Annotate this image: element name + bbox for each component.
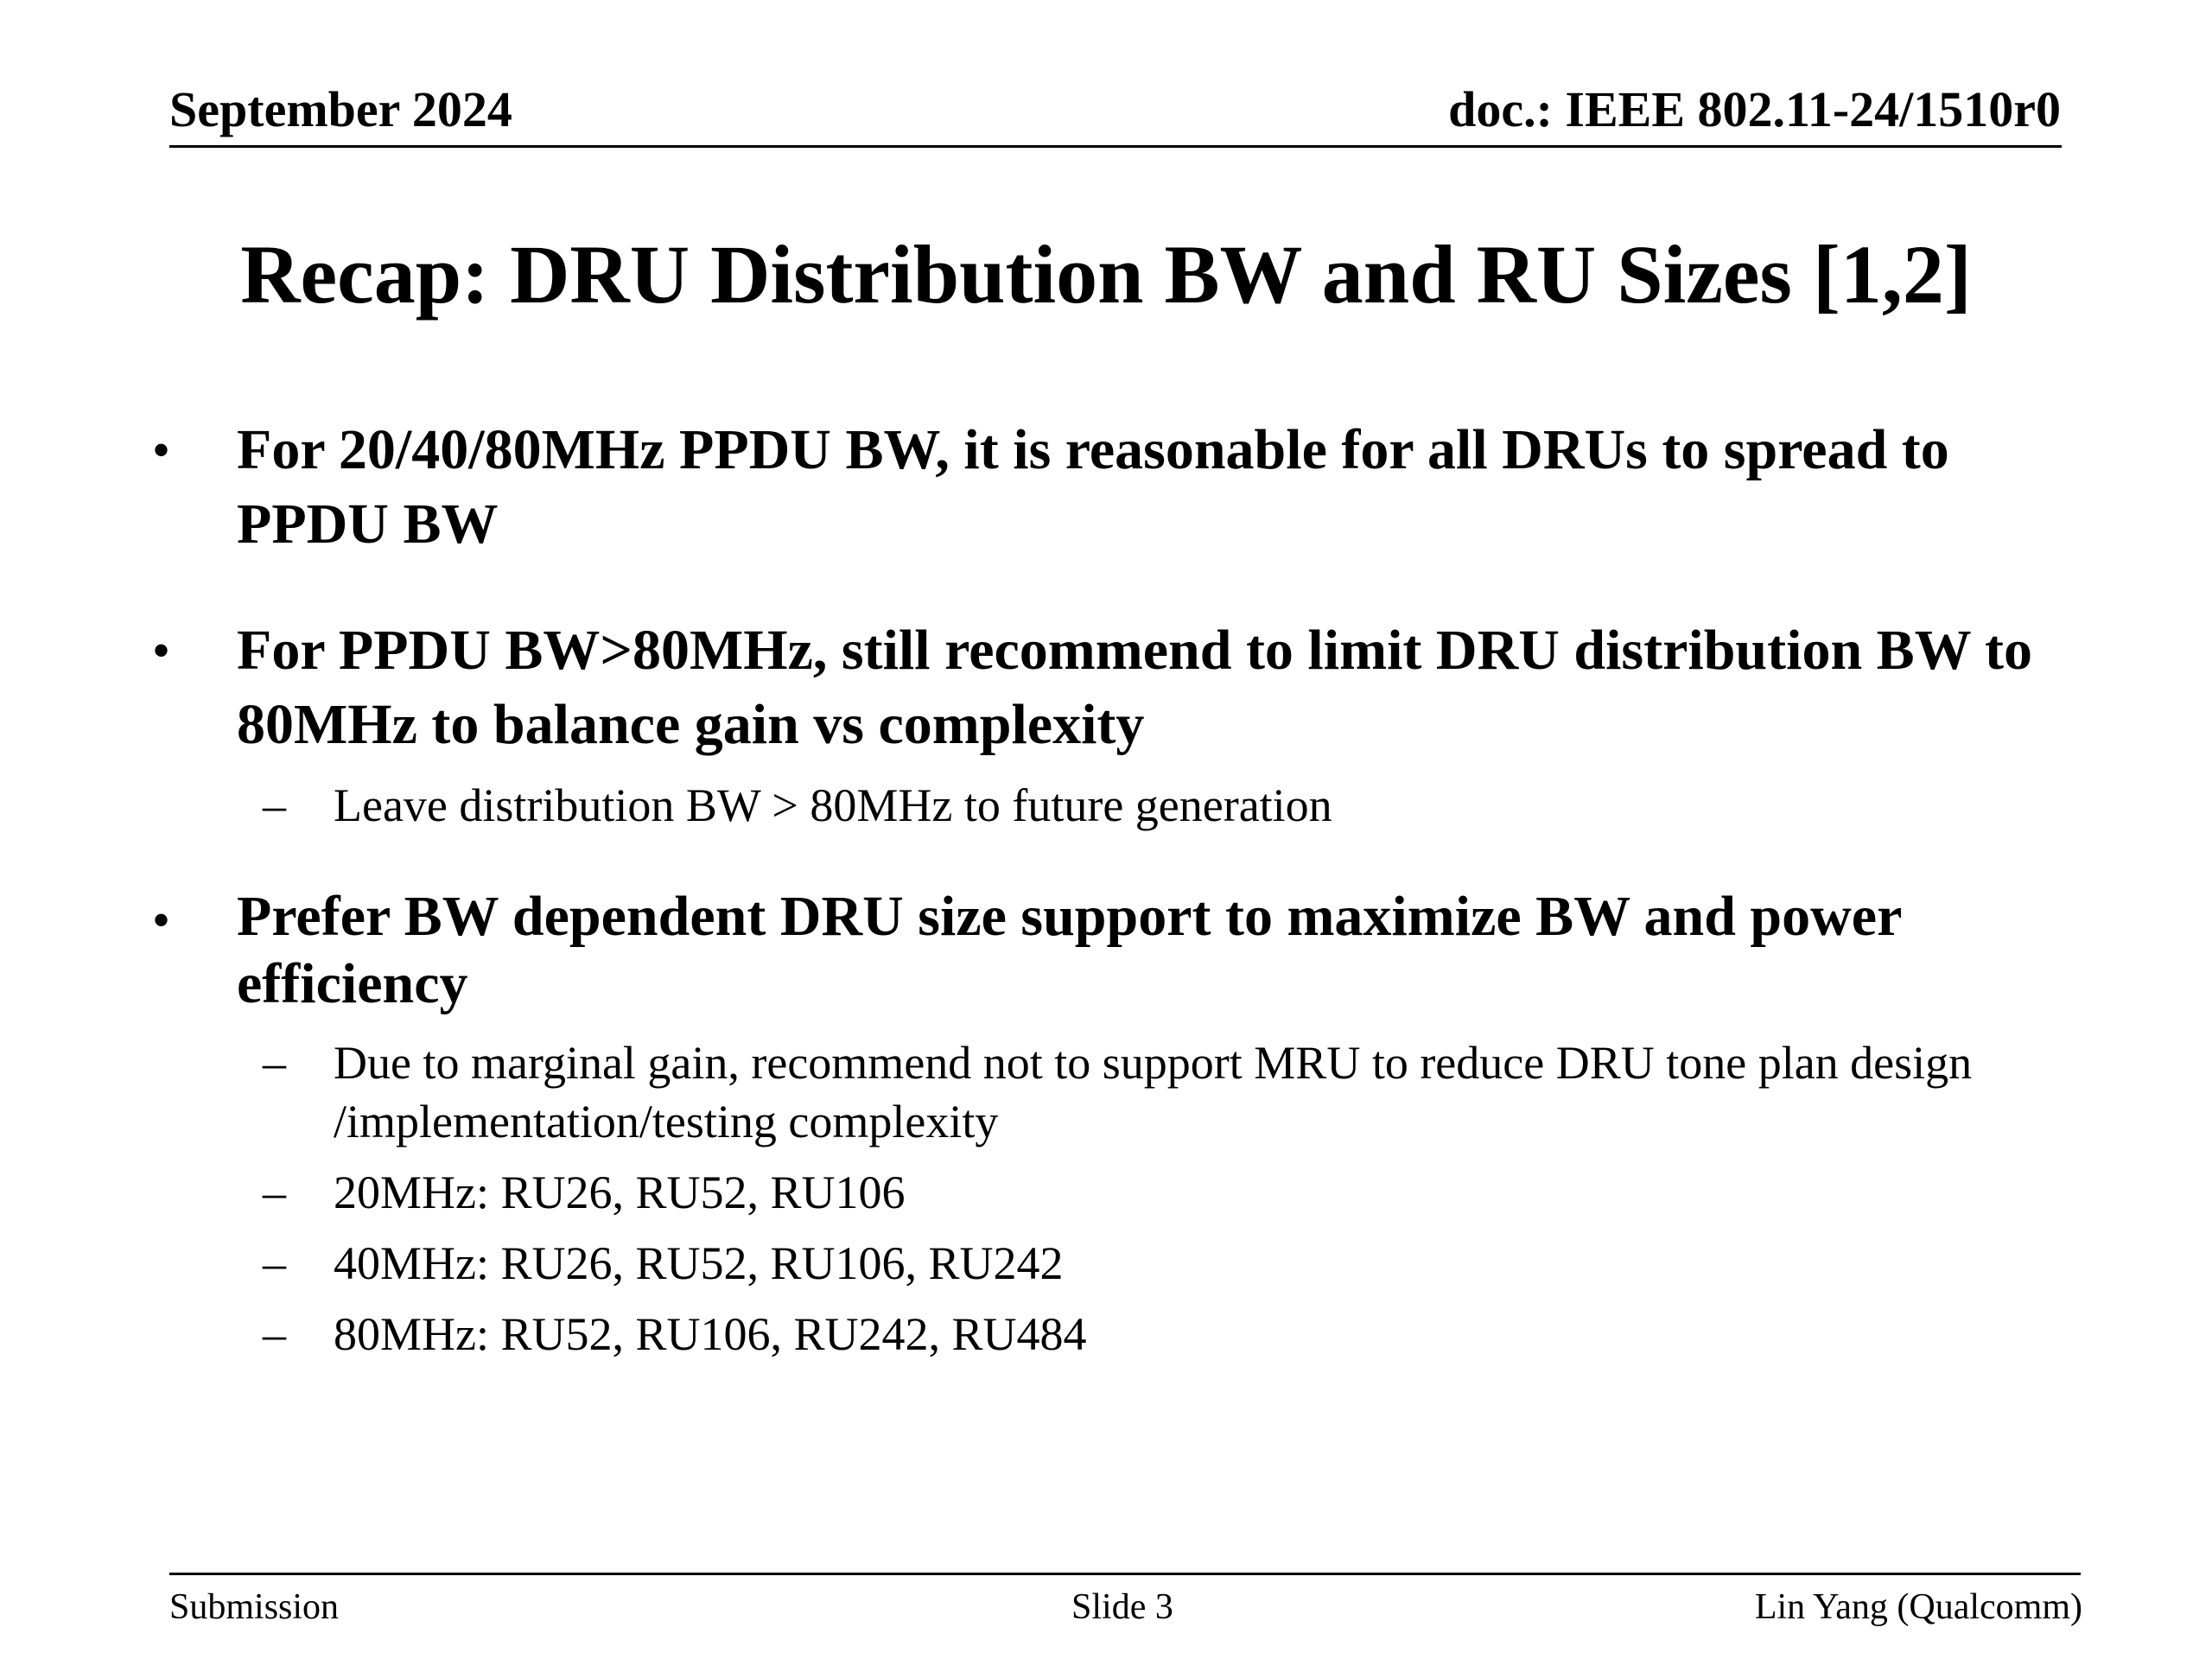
bullet-2-sub-1-text: Leave distribution BW > 80MHz to future generation <box>334 779 1332 831</box>
header-divider <box>169 145 2062 148</box>
sub-bullet-marker: – <box>263 779 286 831</box>
bullet-marker: • <box>152 892 171 949</box>
header-doc-id: doc.: IEEE 802.11-24/1510r0 <box>1448 81 2061 137</box>
bullet-1-text: For 20/40/80MHz PPDU BW, it is reasonable for all DRUs to spread to PPDU BW <box>237 418 1949 556</box>
footer-author: Lin Yang (Qualcomm) <box>1754 1587 2082 1627</box>
sub-bullet-marker: – <box>263 1037 286 1089</box>
sub-bullet-marker: – <box>263 1166 286 1218</box>
slide-title: Recap: DRU Distribution BW and RU Sizes [1,2] <box>240 228 1972 321</box>
footer-divider <box>169 1573 2081 1575</box>
bullet-3-sub-1-text: Due to marginal gain, recommend not to support MRU to reduce DRU tone plan design /implementation/testing complexity <box>334 1037 1973 1147</box>
bullet-3-sub-3-text: 40MHz: RU26, RU52, RU106, RU242 <box>334 1237 1064 1289</box>
sub-bullet-marker: – <box>263 1237 286 1289</box>
bullet-3-text: Prefer BW dependent DRU size support to maximize BW and power efficiency <box>237 885 1902 1015</box>
footer-submission: Submission <box>169 1587 340 1627</box>
bullet-marker: • <box>152 422 171 479</box>
sub-bullet-marker: – <box>263 1308 286 1360</box>
header-date: September 2024 <box>169 81 512 137</box>
bullet-marker: • <box>152 622 171 679</box>
footer-slide-number: Slide 3 <box>1071 1587 1173 1627</box>
bullet-2-text: For PPDU BW>80MHz, still recommend to limit DRU distribution BW to 80MHz to balance gain vs complexity <box>237 619 2032 756</box>
bullet-3-sub-4-text: 80MHz: RU52, RU106, RU242, RU484 <box>334 1308 1087 1360</box>
bullet-3-sub-2-text: 20MHz: RU26, RU52, RU106 <box>334 1166 906 1218</box>
